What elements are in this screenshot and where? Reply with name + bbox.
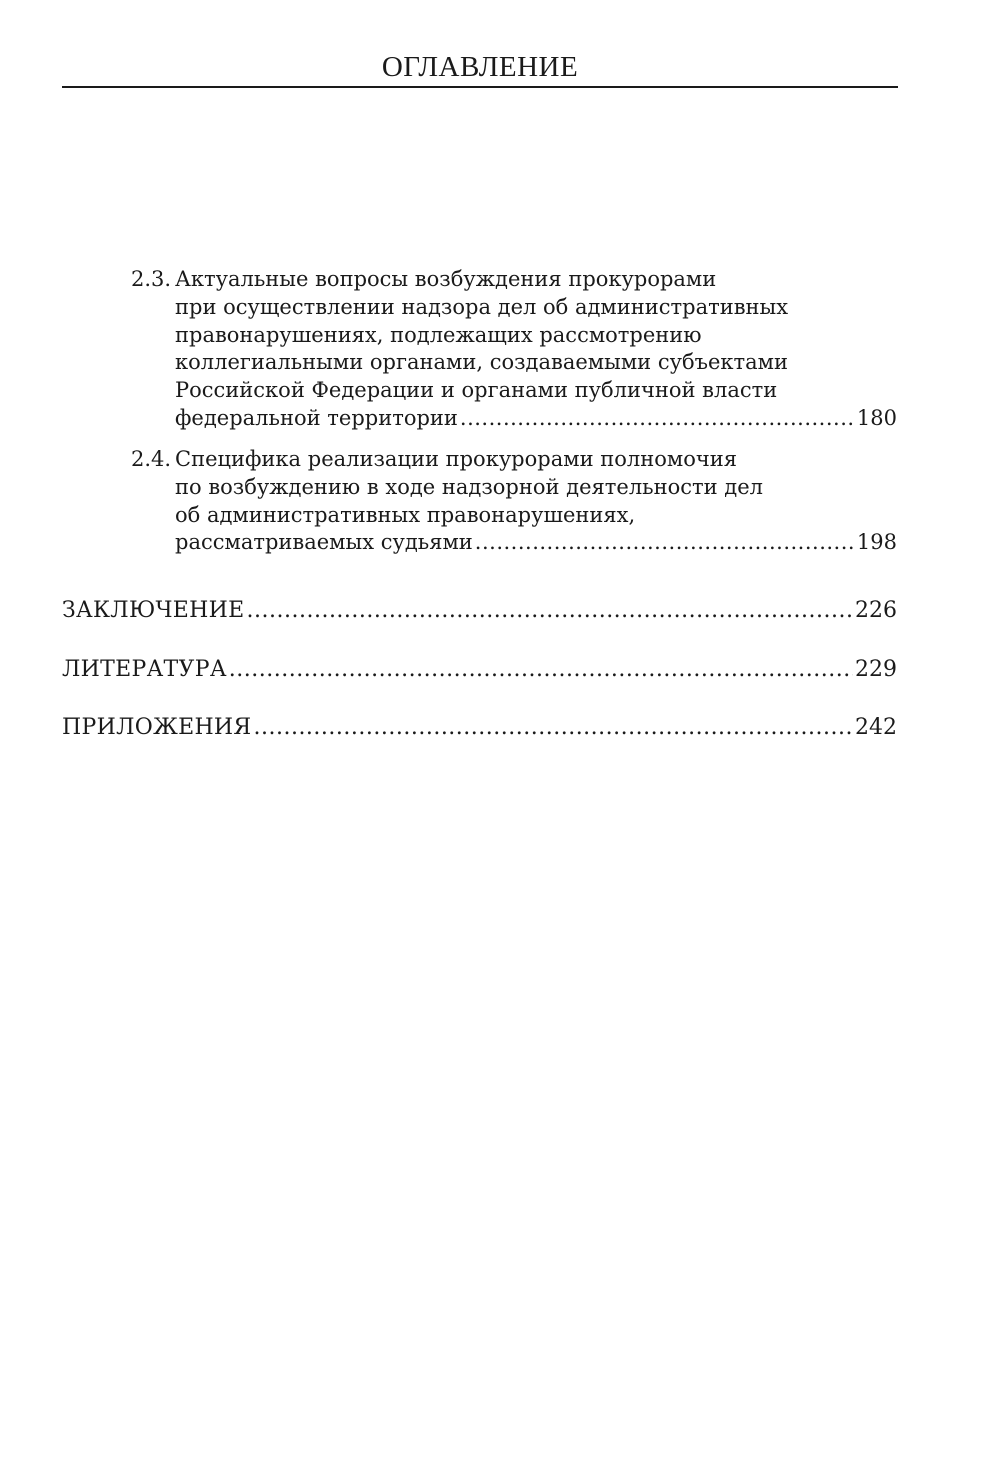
toc-entry-line: коллегиальными органами, создаваемыми субъектами bbox=[175, 350, 788, 375]
toc-page-number: 180 bbox=[856, 405, 897, 430]
toc-entry-line: Специфика реализации прокурорами полномочия bbox=[175, 447, 737, 471]
toc-entry-number: 2.4. bbox=[131, 447, 172, 471]
toc-entry-2-4[interactable] bbox=[131, 446, 897, 557]
dot-leader bbox=[253, 713, 853, 743]
dot-leader bbox=[460, 405, 855, 433]
toc-entry-literature[interactable] bbox=[62, 655, 897, 685]
page-title: ОГЛАВЛЕНИЕ bbox=[381, 51, 579, 83]
toc-entry-leader-line bbox=[175, 529, 897, 557]
toc-entry-line: рассматриваемых судьями bbox=[175, 530, 473, 555]
toc-entry-appendices[interactable] bbox=[62, 713, 897, 743]
toc-entry-number: 2.3. bbox=[131, 267, 172, 291]
dot-leader bbox=[229, 655, 853, 685]
toc-entry-line: по возбуждению в ходе надзорной деятельности дел bbox=[175, 474, 763, 499]
toc-entry-2-3[interactable] bbox=[131, 266, 897, 433]
toc-entry-line: правонарушениях, подлежащих рассмотрению bbox=[175, 322, 702, 347]
toc-entry-line: федеральной территории bbox=[175, 405, 458, 430]
toc-page-number: 229 bbox=[855, 657, 897, 682]
header-rule bbox=[62, 86, 898, 88]
toc-page-number: 242 bbox=[855, 715, 897, 740]
toc-entry-line: Актуальные вопросы возбуждения прокурорами bbox=[175, 267, 717, 291]
toc-page-number: 198 bbox=[856, 530, 897, 555]
toc-chapter-title: ЗАКЛЮЧЕНИЕ bbox=[62, 598, 245, 623]
dot-leader bbox=[475, 529, 855, 557]
toc-entry-line: Российской Федерации и органами публичной власти bbox=[175, 378, 778, 403]
toc-chapter-title: ЛИТЕРАТУРА bbox=[62, 657, 227, 682]
toc-entry-conclusion[interactable] bbox=[62, 596, 897, 626]
toc-page-number: 226 bbox=[855, 598, 897, 623]
toc-chapter-title: ПРИЛОЖЕНИЯ bbox=[62, 715, 252, 740]
toc-entry-line: об административных правонарушениях, bbox=[175, 502, 636, 527]
dot-leader bbox=[247, 596, 853, 626]
toc-entry-line: при осуществлении надзора дел об административных bbox=[175, 294, 789, 319]
toc-entry-leader-line bbox=[175, 405, 897, 433]
